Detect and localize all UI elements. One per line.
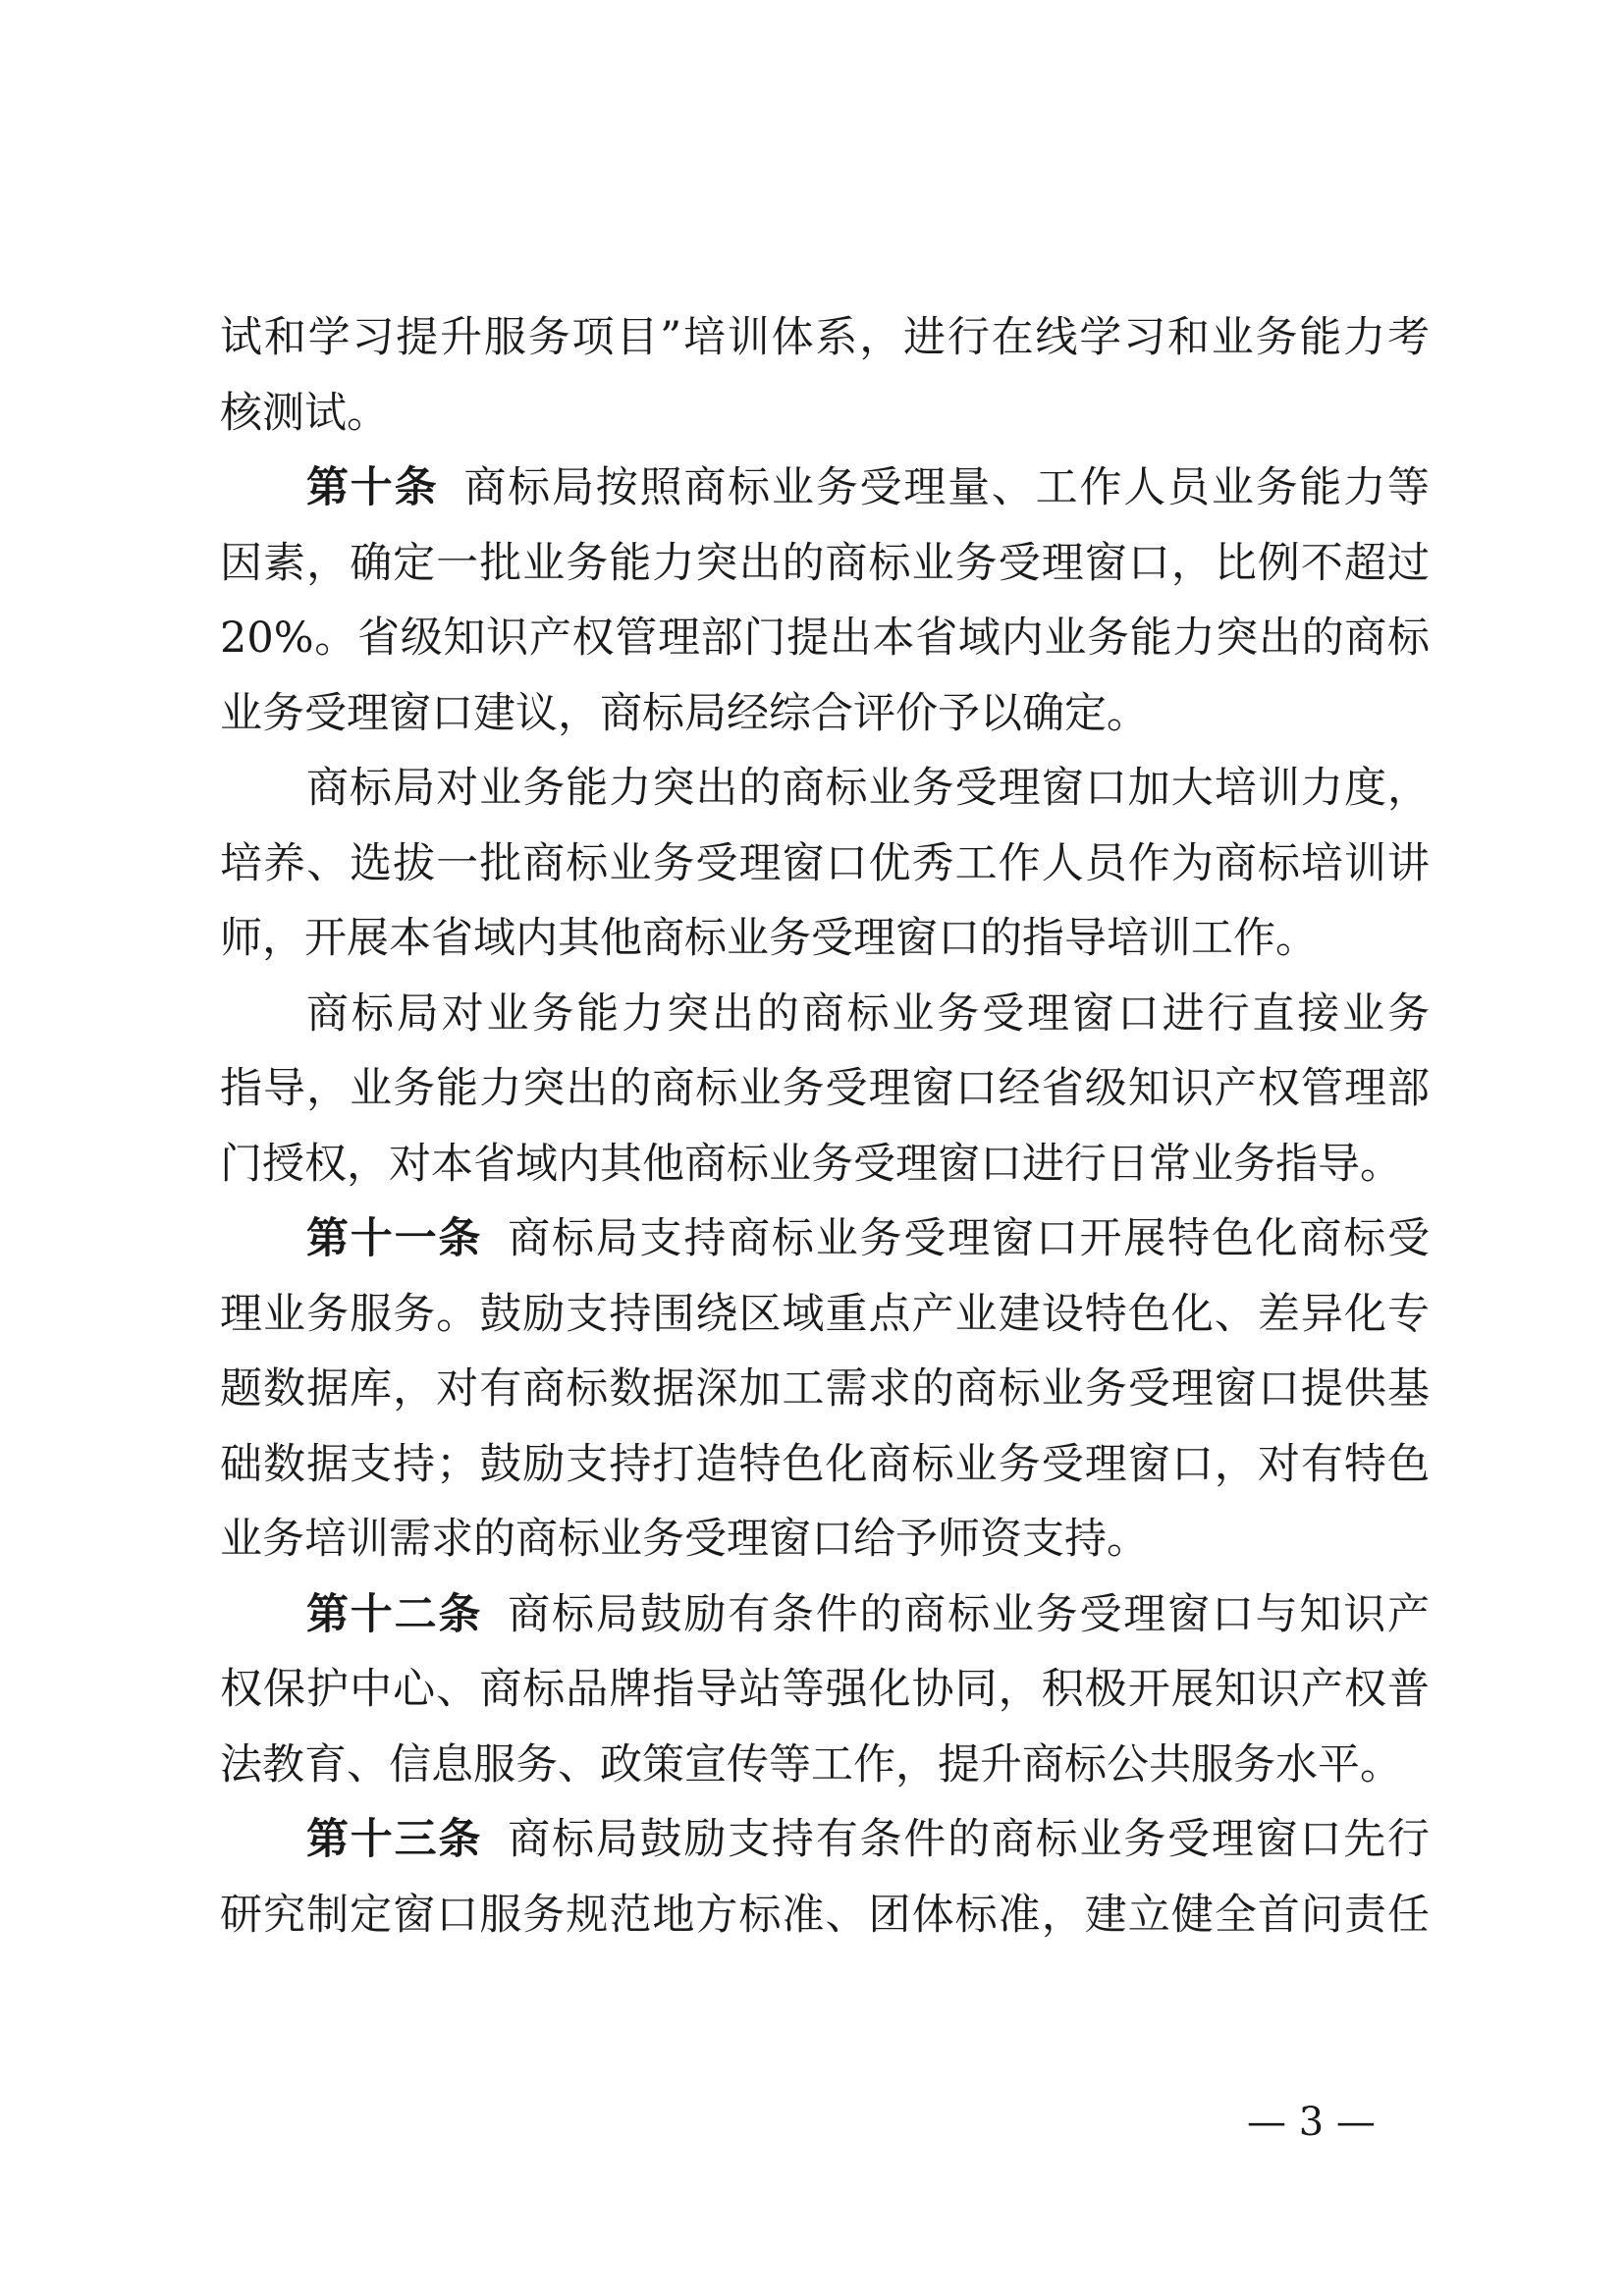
- body-line: 业务培训需求的商标业务受理窗口给予师资支持。: [220, 1515, 1149, 1564]
- article-heading-line: [220, 451, 1430, 526]
- article-text: 商标局按照商标业务受理量、工作人员业务能力等: [463, 463, 1430, 512]
- body-line: 题数据库，对有商标数据深加工需求的商标业务受理窗口提供基: [220, 1364, 1430, 1414]
- body-line: 础数据支持；鼓励支持打造特色化商标业务受理窗口，对有特色: [220, 1439, 1430, 1489]
- article-text: 商标局鼓励有条件的商标业务受理窗口与知识产: [508, 1589, 1431, 1639]
- body-line: 业务受理窗口建议，商标局经综合评价予以确定。: [220, 688, 1149, 738]
- article-number: 第十三条: [306, 1815, 483, 1864]
- article-heading-line: [220, 1577, 1430, 1653]
- page-number: — 3 —: [1247, 2100, 1376, 2145]
- article-text: 商标局支持商标业务受理窗口开展特色化商标受: [508, 1214, 1431, 1263]
- body-line: 因素，确定一批业务能力突出的商标业务受理窗口，比例不超过: [220, 538, 1430, 588]
- body-line: 商标局对业务能力突出的商标业务受理窗口进行直接业务: [306, 988, 1430, 1039]
- body-line: 培养、选拔一批商标业务受理窗口优秀工作人员作为商标培训讲: [220, 838, 1430, 888]
- body-line: 核测试。: [220, 388, 389, 438]
- body-line: 权保护中心、商标品牌指导站等强化协同，积极开展知识产权普: [220, 1665, 1430, 1714]
- body-line: 理业务服务。鼓励支持围绕区域重点产业建设特色化、差异化专: [220, 1289, 1430, 1339]
- body-line: 法教育、信息服务、政策宣传等工作，提升商标公共服务水平。: [220, 1739, 1402, 1789]
- body-line: 指导，业务能力突出的商标业务受理窗口经省级知识产权管理部: [220, 1064, 1430, 1113]
- article-text: 商标局鼓励支持有条件的商标业务受理窗口先行: [508, 1815, 1431, 1864]
- document-body: [220, 300, 1430, 1952]
- body-line: 研究制定窗口服务规范地方标准、团体标准，建立健全首问责任: [220, 1890, 1430, 1940]
- article-heading-line: [220, 1201, 1430, 1277]
- body-line: 20%。省级知识产权管理部门提出本省域内业务能力突出的商标: [220, 614, 1430, 663]
- article-number: 第十二条: [306, 1589, 483, 1639]
- article-number: 第十一条: [306, 1214, 483, 1263]
- body-line: 师，开展本省域内其他商标业务受理窗口的指导培训工作。: [220, 914, 1318, 963]
- body-line: 门授权，对本省域内其他商标业务受理窗口进行日常业务指导。: [220, 1139, 1402, 1189]
- body-line: 试和学习提升服务项目”培训体系，进行在线学习和业务能力考: [220, 313, 1430, 362]
- article-number: 第十条: [306, 463, 439, 512]
- body-line: 商标局对业务能力突出的商标业务受理窗口加大培训力度，: [306, 764, 1430, 813]
- article-heading-line: [220, 1802, 1430, 1878]
